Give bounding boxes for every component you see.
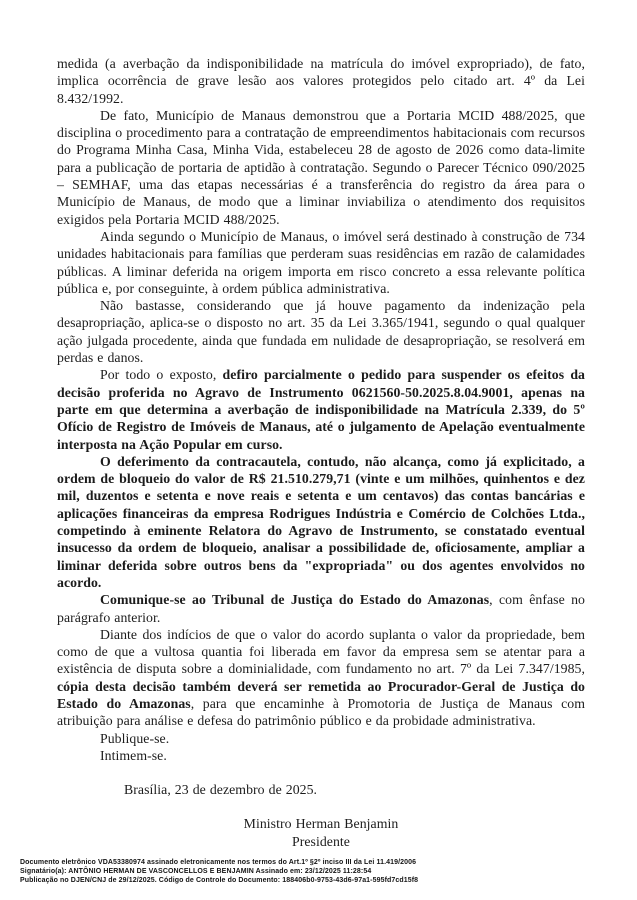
paragraph-text-bold: cópia desta decisão também deverá ser remetida ao Procurador-Geral de Justiça do Estado do Amazonas [57, 678, 585, 711]
paragraph-text: Publique-se. [100, 730, 170, 746]
signature-block [57, 815, 585, 850]
paragraph-text-bold: defiro parcialmente o pedido para suspender os efeitos da decisão proferida no Agravo de Instrumento 0621560-50.2025.8.04.9001, apenas na parte em que determina a averbação de indisponibilidade na Matrícula 2.339, do 5º Ofício de Registro de Imóveis de Manaus, até o julgamento de Apelação eventualmente interposta na Ação Popular em curso. [57, 367, 585, 452]
footer-line-publication-control-code: Publicação no DJEN/CNJ de 29/12/2025. Código de Controle do Documento: 188406b0-9753-43d6-97a1-595fd7cd15f8 [20, 877, 419, 884]
paragraph-unidades-habitacionais [57, 228, 585, 297]
footer-line-signatory: Signatário(a): ANTÔNIO HERMAN DE VASCONCELLOS E BENJAMIN Assinado em: 23/12/2025 11:28:54 [20, 868, 372, 875]
paragraph-dispositivo-suspensao [57, 366, 585, 452]
paragraph-text: Por todo o exposto, [100, 367, 223, 383]
paragraph-text: Não bastasse, considerando que já houve pagamento da indenização pela desapropriação, aplica-se o disposto no art. 35 da Lei 3.365/1941, segundo o qual qualquer ação julgada procedente, ainda que fundada em nulidade de desapropriação, se resolverá em perdas e danos. [57, 298, 585, 366]
decision-text-body [57, 55, 585, 850]
dateline: Brasília, 23 de dezembro de 2025. [124, 782, 318, 798]
paragraph-continuation [57, 55, 585, 107]
paragraph-remessa-pgj [57, 626, 585, 730]
paragraph-indenizacao [57, 297, 585, 366]
paragraph-comunique-se [57, 591, 585, 626]
paragraph-text: Intimem-se. [100, 747, 167, 763]
electronic-signature-footer [20, 858, 620, 885]
signature-role: Presidente [292, 833, 350, 849]
paragraph-publique-se [57, 730, 585, 747]
paragraph-portaria-mcid [57, 107, 585, 228]
footer-line-document-id: Documento eletrônico VDA53380974 assinado eletronicamente nos termos do Art.1º §2º inciso III da Lei 11.419/2006 [20, 859, 417, 866]
paragraph-text-bold: O deferimento da contracautela, contudo, não alcança, como já explicitado, a ordem de bloqueio do valor de R$ 21.510.279,71 (vinte e um milhões, quinhentos e dez mil, duzentos e setenta e nove reais e setenta e um centavos) das contas bancárias e aplicações financeiras da empresa Rodrigues Indústria e Comércio de Colchões Ltda., competindo à eminente Relatora do Agravo de Instrumento, se constatado eventual insucesso da ordem de bloqueio, analisar a possibilidade de, oficiosamente, ampliar a liminar deferida sobre outros bens da "expropriada" ou dos agentes envolvidos no acordo. [57, 453, 585, 590]
paragraph-text-bold: Comunique-se ao Tribunal de Justiça do Estado do Amazonas [100, 592, 490, 608]
signature-name: Ministro Herman Benjamin [243, 816, 399, 832]
paragraph-text: medida (a averbação da indisponibilidade na matrícula do imóvel expropriado), de fato, implica ocorrência de grave lesão aos valores protegidos pelo citado art. 4º da Lei 8.432/1992. [57, 56, 585, 106]
paragraph-text: Diante dos indícios de que o valor do acordo suplanta o valor da propriedade, bem como de que a vultosa quantia foi liberada em favor da empresa sem se atentar para a existência de disputa sobre a dominialidade, com fundamento no art. 7º da Lei 7.347/1985, [57, 626, 585, 677]
paragraph-text: , com ênfase no parágrafo anterior. [57, 592, 585, 625]
paragraph-text: , para que encaminhe à Promotoria de Justiça de Manaus com atribuição para análise e defesa do patrimônio público e da probidade administrativa. [57, 695, 585, 729]
paragraph-contracautela-bloqueio [57, 453, 585, 591]
paragraph-text: De fato, Município de Manaus demonstrou que a Portaria MCID 488/2025, que disciplina o procedimento para a contratação de empreendimentos habitacionais com recursos do Programa Minha Casa, Minha Vida, estabeleceu 28 de agosto de 2026 como data-limite para a publicação de portaria de aptidão à contratação. Segundo o Parecer Técnico 090/2025 – SEMHAF, uma das etapas necessárias é a transferência do registro da área para o Município de Manaus, de modo que a liminar inviabiliza o atendimento dos requisitos exigidos pela Portaria MCID 488/2025. [57, 107, 585, 227]
paragraph-intimem-se [57, 747, 585, 764]
paragraph-text: Ainda segundo o Município de Manaus, o imóvel será destinado à construção de 734 unidades habitacionais para famílias que perderam suas residências em razão de calamidades públicas. A liminar deferida na origem importa em risco concreto a essa relevante política pública e, por conseguinte, à ordem pública administrativa. [57, 228, 585, 296]
